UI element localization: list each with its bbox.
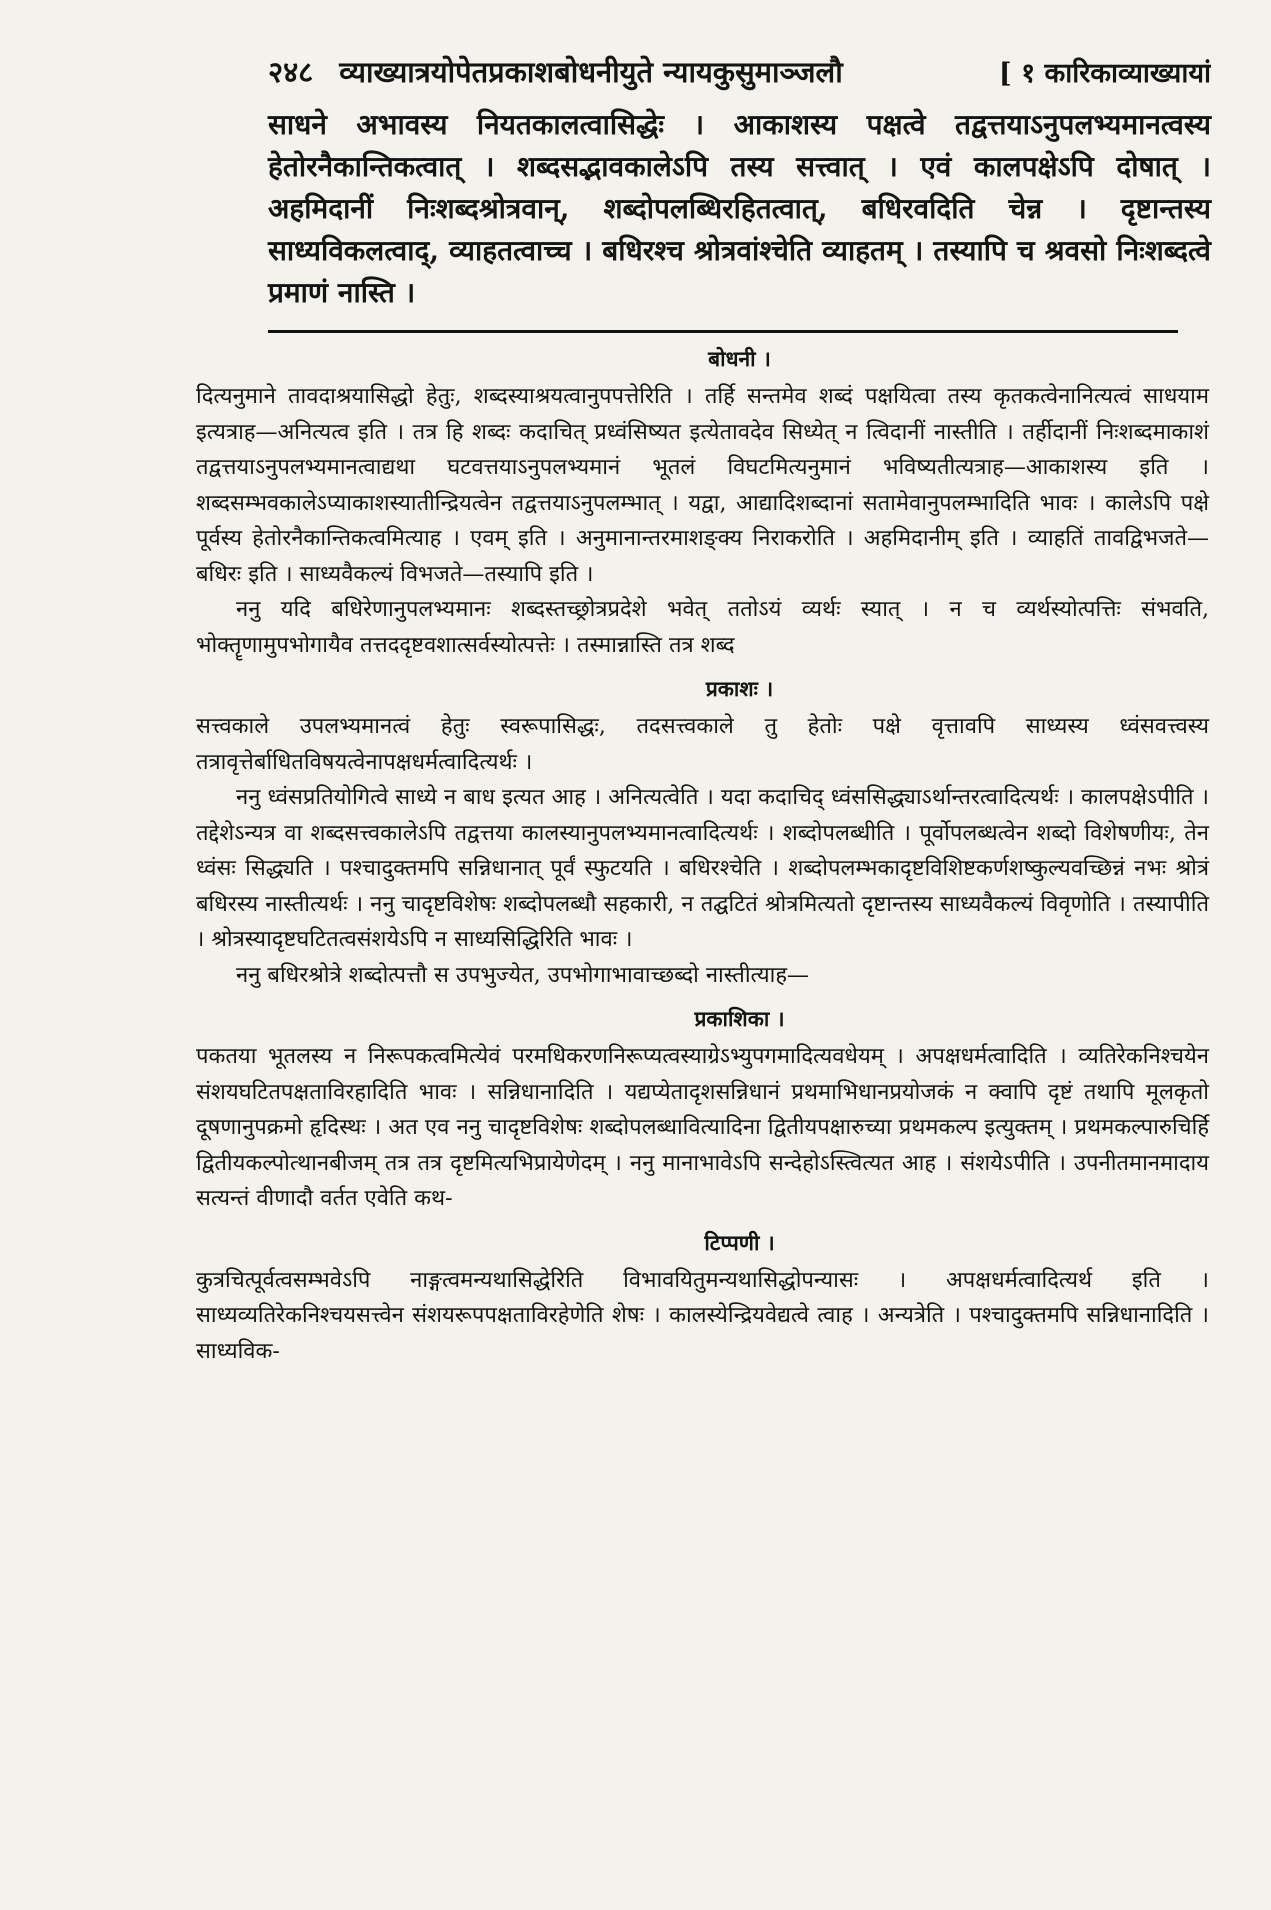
tippani-commentary bbox=[196, 1263, 1209, 1370]
running-title: व्याख्यात्रयोपेतप्रकाशबोधनीयुते न्यायकुसुमाञ्जलौ bbox=[339, 55, 843, 89]
prakasha-heading: प्रकाशः । bbox=[705, 676, 774, 701]
prakashika-commentary bbox=[196, 1039, 1209, 1217]
tippani-paragraph: कुत्रचित्पूर्वत्वसम्भवेऽपि नाङ्गत्वमन्यथासिद्धेरिति विभावयितुमन्यथासिद्धोपन्यासः । अपक्षधर्मत्वादित्यर्थ इति । साध्यव्यतिरेकनिश्चयसत्त्वेन संशयरूपपक्षताविरहेणेति शेषः । कालस्येन्द्रियवेद्यत्वे त्वाह । अन्यत्रेति । पश्चादुक्तमपि सन्निधानादिति । साध्यविक- bbox=[196, 1267, 1209, 1364]
section-label: [ १ कारिकाव्याख्यायां bbox=[998, 58, 1211, 89]
page-number: २४८ bbox=[268, 55, 314, 89]
divider-rule bbox=[268, 330, 1178, 333]
prakashika-heading: प्रकाशिका । bbox=[694, 1006, 785, 1031]
prakasha-paragraph: ननु ध्वंसप्रतियोगित्वे साध्ये न बाध इत्यत आह । अनित्यत्वेति । यदा कदाचिद् ध्वंससिद्ध्याऽर्थान्तरत्वादित्यर्थः । कालपक्षेऽपीति । तद्देशेऽन्यत्र वा शब्दसत्त्वकालेऽपि तद्वत्तया कालस्यानुपलभ्यमानत्वादित्यर्थः । शब्दोपलब्धीति । पूर्वोपलब्धत्वेन शब्दो विशेषणीयः, तेन ध्वंसः सिद्ध्यति । पश्चादुक्तमपि सन्निधानात् पूर्वं स्फुटयति । बधिरश्चेति । शब्दोपलम्भकादृष्टविशिष्टकर्णशष्कुल्यवच्छिन्नं नभः श्रोत्रं बधिरस्य नास्तीत्यर्थः । ननु चादृष्टविशेषः शब्दोपलब्धौ सहकारी, न तद्घटितं श्रोत्रमित्यतो दृष्टान्तस्य साध्यवैकल्यं विवृणोति । तस्यापीति । श्रोत्रस्यादृष्टघटितत्वसंशयेऽपि न साध्यसिद्धिरिति भावः । bbox=[196, 785, 1209, 952]
prakasha-paragraph: सत्त्वकाले उपलभ्यमानत्वं हेतुः स्वरूपासिद्धः, तदसत्त्वकाले तु हेतोः पक्षे वृत्तावपि साध्यस्य ध्वंसवत्त्वस्य तत्रावृत्तेर्बाधितविषयत्वेनापक्षधर्मत्वादित्यर्थः । bbox=[196, 714, 1209, 775]
page-header bbox=[268, 52, 1211, 100]
root-text-paragraph: साधने अभावस्य नियतकालत्वासिद्धेः । आकाशस्य पक्षत्वे तद्वत्तयाऽनुपलभ्यमानत्वस्य हेतोरनैकान्तिकत्वात् । शब्दसद्भावकालेऽपि तस्य सत्त्वात् । एवं कालपक्षेऽपि दोषात् । अहमिदानीं निःशब्दश्रोत्रवान्, शब्दोपलब्धिरहितत्वात्, बधिरवदिति चेन्न । दृष्टान्तस्य साध्यविकलत्वाद्, व्याहतत्वाच्च । बधिरश्च श्रोत्रवांश्चेति व्याहतम् । तस्यापि च श्रवसो निःशब्दत्वे प्रमाणं नास्ति । bbox=[268, 108, 1211, 309]
bodhani-heading: बोधनी । bbox=[708, 346, 771, 371]
bodhani-paragraph: दित्यनुमाने तावदाश्रयासिद्धो हेतुः, शब्दस्याश्रयत्वानुपपत्तेरिति । तर्हि सन्तमेव शब्दं पक्षयित्वा तस्य कृतकत्वेनानित्यत्वं साधयाम इत्यत्राह—अनित्यत्व इति । तत्र हि शब्दः कदाचित् प्रध्वंसिष्यत इत्येतावदेव सिध्येत् न त्विदानीं नास्तीति । तर्हीदानीं निःशब्दमाकाशं तद्वत्तयाऽनुपलभ्यमानत्वाद्यथा घटवत्तयाऽनुपलभ्यमानं भूतलं विघटमित्यनुमानं भविष्यतीत्यत्राह—आकाशस्य इति । शब्दसम्भवकालेऽप्याकाशस्यातीन्द्रियत्वेन तद्वत्तयाऽनुपलम्भात् । यद्वा, आद्यादिशब्दानां सतामेवानुपलम्भादिति भावः । कालेऽपि पक्षे पूर्वस्य हेतोरनैकान्तिकत्वमित्याह । एवम् इति । अनुमानान्तरमाशङ्क्य निराकरोति । अहमिदानीम् इति । व्याहतिं तावद्विभजते—बधिरः इति । साध्यवैकल्यं विभजते—तस्यापि इति । bbox=[196, 384, 1209, 587]
root-text bbox=[268, 104, 1211, 314]
tippani-heading: टिप्पणी । bbox=[704, 1229, 775, 1255]
prakashika-paragraph: पकतया भूतलस्य न निरूपकत्वमित्येवं परमधिकरणनिरूप्यत्वस्याग्रेऽभ्युपगमादित्यवधेयम् । अपक्षधर्मत्वादिति । व्यतिरेकनिश्चयेन संशयघटितपक्षताविरहादिति भावः । सन्निधानादिति । यद्यप्येतादृशसन्निधानं प्रथमाभिधानप्रयोजकं न क्वापि दृष्टं तथापि मूलकृतो दूषणानुपक्रमो हृदिस्थः । अत एव ननु चादृष्टविशेषः शब्दोपलब्धावित्यादिना द्वितीयपक्षारुच्या प्रथमकल्प इत्युक्तम् । प्रथमकल्पारुचिर्हि द्वितीयकल्पोत्थानबीजम् तत्र तत्र दृष्टमित्यभिप्रायेणेदम् । ननु मानाभावेऽपि सन्देहोऽस्त्वित्यत आह । संशयेऽपीति । उपनीतमानमादाय सत्यन्तं वीणादौ वर्तत एवेति कथ- bbox=[196, 1044, 1209, 1211]
bodhani-commentary bbox=[196, 379, 1209, 663]
prakasha-paragraph: ननु बधिरश्रोत्रे शब्दोत्पत्तौ स उपभुज्येत, उपभोगाभावाच्छब्दो नास्तीत्याह— bbox=[236, 962, 810, 988]
bodhani-paragraph: ननु यदि बधिरेणानुपलभ्यमानः शब्दस्तच्छ्रोत्रप्रदेशे भवेत् ततोऽयं व्यर्थः स्यात् । न च व्यर्थस्योत्पत्तिः संभवति, भोक्तॄणामुपभोगायैव तत्तददृष्टवशात्सर्वस्योत्पत्तेः । तस्मान्नास्ति तत्र शब्द bbox=[196, 597, 1209, 658]
prakasha-commentary bbox=[196, 709, 1209, 993]
